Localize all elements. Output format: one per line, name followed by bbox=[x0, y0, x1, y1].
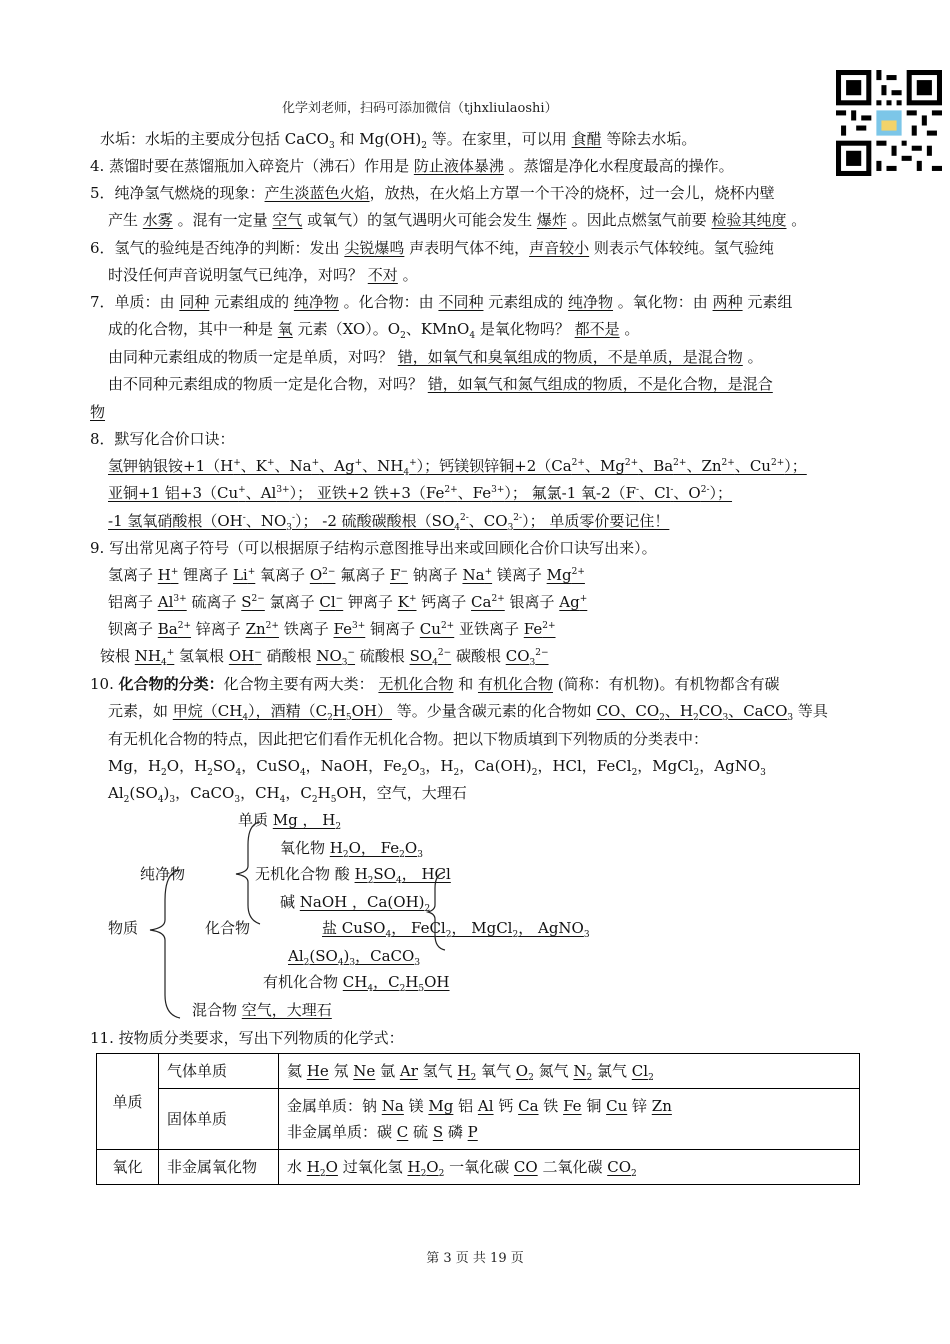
line-4: 4. 蒸馏时要在蒸馏瓶加入碎瓷片（沸石）作用是 防止液体暴沸 。蒸馏是净化水程度最高的操作。 bbox=[90, 157, 734, 175]
line-9b: 铝离子 $Al^{3+}$ 硫离子 $S^{2-}$ 氯离子 Cl− 钾离子 K+ 钙离子 $Ca^{2+}$ 银离子 Ag+ bbox=[108, 593, 588, 611]
tree-hunhewu: 混合物 空气，大理石 bbox=[192, 1001, 332, 1019]
table-cell: 非金属氧化物 bbox=[159, 1150, 279, 1185]
header-note: 化学刘老师，扫码可添加微信（tjhxliulaoshi） bbox=[282, 101, 558, 116]
line-7c: 由同种元素组成的物质一定是单质，对吗？ 错，如氧气和臭氧组成的物质，不是单质，是混合物 。 bbox=[108, 348, 763, 366]
line-8a: 氢钾钠银铵+1（H+、K+、Na+、Ag+、$NH_4^+$）；钙镁钡锌铜$+2(Ca^{2+}$、$Mg^{2+}$、$Ba^{2+}$、$Zn^{2+}$、$Cu^{2+}$）； bbox=[108, 457, 807, 478]
tree-danzhi: 单质 Mg ， $H_2$ bbox=[238, 811, 342, 832]
line-11: 11. 按物质分类要求，写出下列物质的化学式： bbox=[90, 1029, 404, 1047]
line-scale: 水垢：水垢的主要成分包括 CaCO$_3$ 和 $Mg(OH)_2$ 等。在家里，可以用 食醋 等除去水垢。 bbox=[100, 130, 697, 151]
line-7e: 物 bbox=[90, 403, 106, 421]
line-10e: $Al_2(SO_4)_3$，CaCO$_3$，$CH_4$，$C_2H_5OH$，空气，大理石 bbox=[108, 784, 467, 805]
tree-jian: 碱 NaOH ，$Ca(OH)_2$ bbox=[280, 893, 431, 914]
line-6a: 6．氢气的验纯是否纯净的判断：发出 尖锐爆鸣 声表明气体不纯，声音较小 则表示气体较纯。氢气验纯 bbox=[90, 239, 774, 257]
table-cell: 固体单质 bbox=[159, 1089, 279, 1150]
tree-yan2: $Al_2(SO_4)_3$，CaCO$_3$ bbox=[288, 947, 421, 968]
line-10d: Mg，$H_2O$，$H_2SO_4$，CuSO$_4$，NaOH，$Fe_2O_3$，$H_2$，$Ca(OH)_2$，HCl，FeCl$_2$，MgCl$_2$，AgNO$_3$ bbox=[108, 757, 766, 778]
line-9: 9. 写出常见离子符号（可以根据原子结构示意图推导出来或回顾化合价口诀写出来）。 bbox=[90, 539, 657, 557]
classification-table bbox=[96, 1053, 860, 1185]
line-8c: -1 氢氧硝酸根（OH-、$NO_3^-$）； -2 硫酸碳酸根（$SO_4^{2-}$、$CO_3^{2-}$）； 单质零价要记住！ bbox=[108, 512, 670, 533]
tree-wuji-label: 无机化合物 bbox=[255, 865, 331, 883]
tree-wuzhi: 物质 bbox=[108, 919, 139, 937]
line-6b: 时没任何声音说明氢气已纯净，对吗？ 不对 。 bbox=[108, 266, 418, 284]
table-cell: 氧化 bbox=[97, 1150, 159, 1185]
qr-code bbox=[836, 70, 942, 176]
line-9c: 钡离子 $Ba^{2+}$ 锌离子 $Zn^{2+}$ 铁离子 $Fe^{3+}$ 铜离子 $Cu^{2+}$ 亚铁离子 $Fe^{2+}$ bbox=[108, 620, 556, 638]
line-5b: 产生 水雾 。混有一定量 空气 或氧气）的氢气遇明火可能会发生 爆炸 。因此点燃氢气前要 检验其纯度 。 bbox=[108, 211, 807, 229]
line-7d: 由不同种元素组成的物质一定是化合物，对吗？ 错，如氧气和氮气组成的物质，不是化合物，是混合 bbox=[108, 375, 773, 393]
line-10a: 10. 化合物的分类：化合物主要有两大类： 无机化合物 和 有机化合物 (简称：有机物)。有机物都含有碳 bbox=[90, 675, 780, 693]
tree-yan: 盐 CuSO$_4$， FeCl$_2$， MgCl$_2$， AgNO$_3$ bbox=[322, 919, 590, 940]
table-cell: 氦 He 氖 Ne 氩 Ar 氢气 $H_2$ 氧气 $O_2$ 氮气 $N_2$ 氯气 $Cl_2$ bbox=[279, 1054, 860, 1089]
table-cell: 水 $H_2O$ 过氧化氢 $H_2O_2$ 一氧化碳 CO 二氧化碳 $CO_2$ bbox=[279, 1150, 860, 1185]
line-8: 8．默写化合价口诀： bbox=[90, 430, 235, 448]
line-7b: 成的化合物，其中一种是 氧 元素（XO）。$O_2$、KMnO$_4$ 是氧化物吗？ 都不是 。 bbox=[108, 320, 640, 341]
tree-yanghuawu: 氧化物 $H_2O$， $Fe_2O_3$ bbox=[280, 839, 423, 860]
tree-huahewu: 化合物 bbox=[205, 919, 251, 937]
line-10b: 元素，如 甲烷$(CH_4)$，酒精$(C_2H_5OH)$ 等。少量含碳元素的化合物如 CO、$CO_2$、$H_2CO_3$、CaCO$_3$ 等具 bbox=[108, 702, 828, 723]
table-row bbox=[97, 1054, 860, 1089]
table-cell: 单质 bbox=[97, 1054, 159, 1150]
tree-wuji: 无机化合物 酸 $H_2SO_4$， HCl bbox=[255, 865, 451, 886]
page-footer: 第 3 页 共 19 页 bbox=[426, 1251, 524, 1266]
line-9d: 铵根 $NH_4^+$ 氢氧根 OH− 硝酸根 $NO_3^-$ 硫酸根 $SO_4^{2-}$ 碳酸根 $CO_3^{2-}$ bbox=[100, 647, 549, 668]
tree-youji: 有机化合物 $CH_4$，$C_2H_5OH$ bbox=[263, 973, 450, 994]
table-row bbox=[97, 1089, 860, 1150]
table-cell: 气体单质 bbox=[159, 1054, 279, 1089]
line-9a: 氢离子 H+ 锂离子 Li+ 氧离子 $O^{2-}$ 氟离子 F− 钠离子 Na+ 镁离子 $Mg^{2+}$ bbox=[108, 566, 585, 584]
tree-chunjingwu: 纯净物 bbox=[140, 865, 186, 883]
table-row bbox=[97, 1150, 860, 1185]
line-10c: 有无机化合物的特点，因此把它们看作无机化合物。把以下物质填到下列物质的分类表中： bbox=[108, 730, 709, 748]
line-5a: 5．纯净氢气燃烧的现象：产生淡蓝色火焰，放热，在火焰上方罩一个干冷的烧杯，过一会儿，烧杯内壁 bbox=[90, 184, 775, 202]
line-8b: 亚铜+1 铝+3（Cu+、$Al^{3+}$）； 亚铁+2 铁$+3(Fe^{2+}$、$Fe^{3+}$）； 氟氯-1 氧-2（F-、Cl-、$O^{2-}$）； bbox=[108, 484, 733, 502]
table-cell: 金属单质：钠 Na 镁 Mg 铝 Al 钙 Ca 铁 Fe 铜 Cu 锌 Zn 非金属单质：碳 C 硫 S 磷 P bbox=[279, 1089, 860, 1150]
line-7a: 7．单质：由 同种 元素组成的 纯净物 。化合物：由 不同种 元素组成的 纯净物 。氧化物：由 两种 元素组 bbox=[90, 293, 793, 311]
